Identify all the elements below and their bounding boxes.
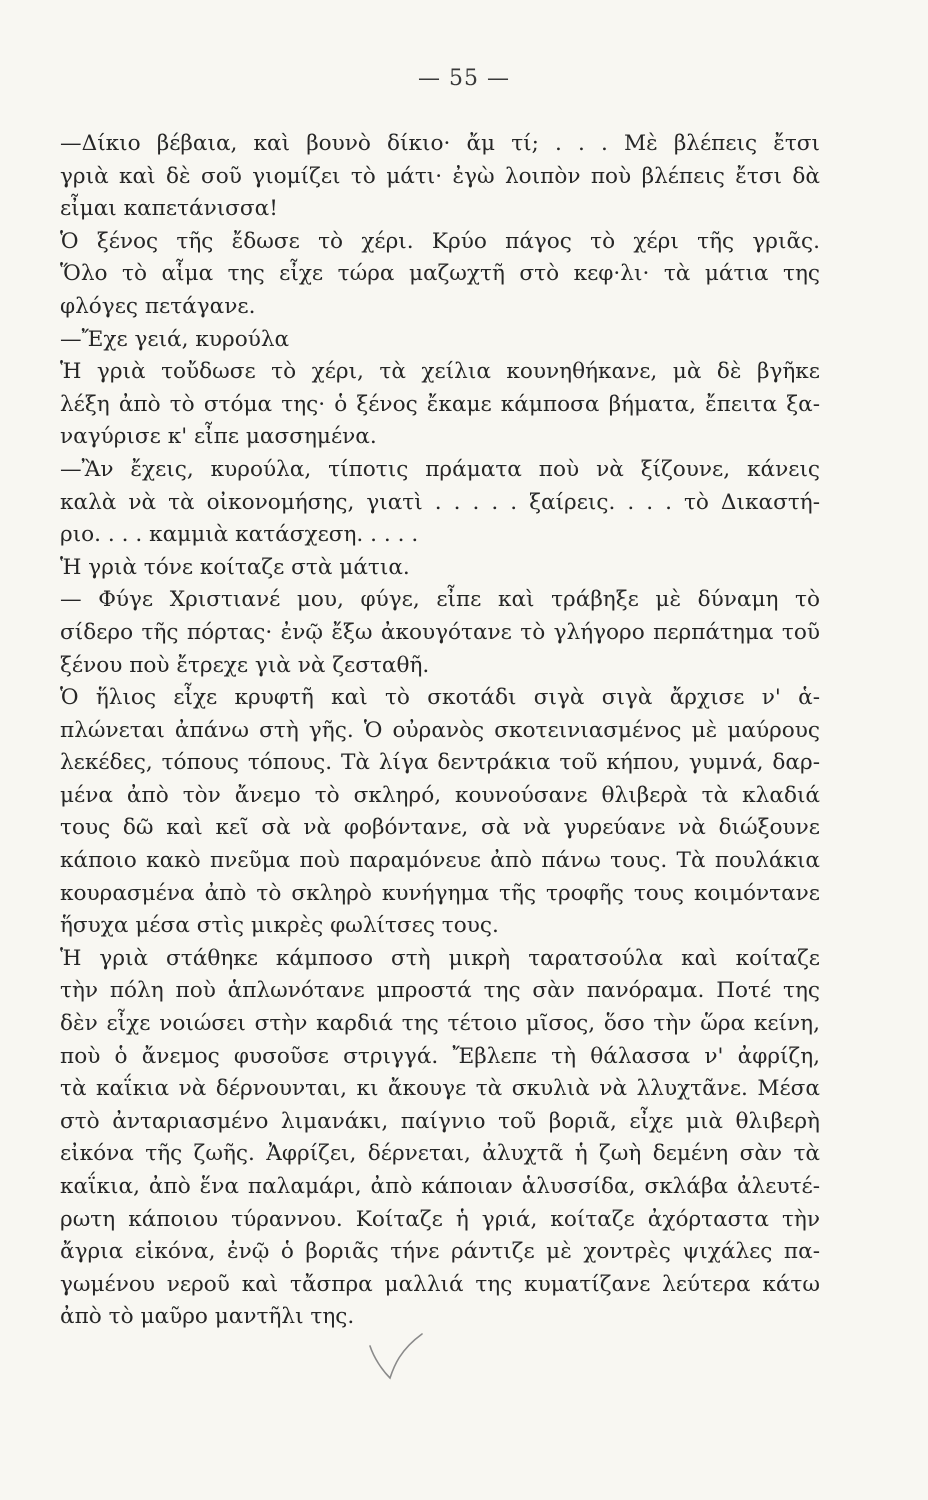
text-line: κουρασμένα ἀπὸ τὸ σκληρὸ κυνήγημα τῆς τροφῆς τους κοιμόντανε xyxy=(60,880,820,906)
pencil-checkmark-icon xyxy=(360,1328,430,1388)
text-line: ἥσυχα μέσα στὶς μικρὲς φωλίτσες τους. xyxy=(60,913,499,939)
text-line: εἶμαι καπετάνισσα! xyxy=(60,196,278,222)
text-line: εἰκόνα τῆς ζωῆς. Ἀφρίζει, δέρνεται, ἀλυχτᾶ ἡ ζωὴ δεμένη σὰν τὰ xyxy=(60,1141,820,1167)
text-line: φλόγες πετάγανε. xyxy=(60,293,256,319)
text-line: σίδερο τῆς πόρτας· ἐνῷ ἔξω ἀκουγότανε τὸ γλήγορο περπάτημα τοῦ xyxy=(60,619,820,645)
text-line: γωμένου νεροῦ καὶ τἄσπρα μαλλιά της κυματίζανε λεύτερα κάτω xyxy=(60,1271,820,1297)
text-line: καΐκια, ἀπὸ ἕνα παλαμάρι, ἀπὸ κάποιαν ἁλυσσίδα, σκλάβα ἀλευτέ- xyxy=(60,1174,820,1199)
text-line: Ὁ ἥλιος εἶχε κρυφτῆ καὶ τὸ σκοτάδι σιγὰ σιγὰ ἄρχισε ν' ἁ- xyxy=(60,685,820,711)
text-line: ἄγρια εἰκόνα, ἐνῷ ὁ βοριᾶς τήνε ράντιζε μὲ χοντρὲς ψιχάλες πα- xyxy=(60,1239,820,1265)
text-line: Ἡ γριὰ στάθηκε κάμποσο στὴ μικρὴ ταρατσούλα καὶ κοίταζε xyxy=(60,945,820,971)
text-line: —Ἂν ἔχεις, κυρούλα, τίποτις πράματα ποὺ νὰ ξίζουνε, κάνεις xyxy=(60,456,820,482)
text-line: —Ἔχε γειά, κυρούλα xyxy=(60,326,290,352)
text-line: στὸ ἀνταριασμένο λιμανάκι, παίγνιο τοῦ βοριᾶ, εἶχε μιὰ θλιβερὴ xyxy=(60,1108,820,1134)
text-line: πλώνεται ἀπάνω στὴ γῆς. Ὁ οὐρανὸς σκοτεινιασμένος μὲ μαύρους xyxy=(60,717,820,743)
text-line: —Δίκιο βέβαια, καὶ βουνὸ δίκιο· ἄμ τί; . . . Μὲ βλέπεις ἔτσι xyxy=(60,131,820,156)
text-line: ρωτη κάποιου τύραννου. Κοίταζε ἡ γριά, κοίταζε ἀχόρταστα τὴν xyxy=(60,1206,820,1232)
text-line: γριὰ καὶ δὲ σοῦ γιομίζει τὸ μάτι· ἐγὼ λοιπὸν ποὺ βλέπεις ἔτσι δὰ xyxy=(60,163,820,189)
text-line: καλὰ νὰ τὰ οἰκονομήσης, γιατὶ . . . . . ξαίρεις. . . . τὸ Δικαστή- xyxy=(60,489,820,515)
text-line: λεκέδες, τόπους τόπους. Τὰ λίγα δεντράκια τοῦ κήπου, γυμνά, δαρ- xyxy=(60,750,820,776)
text-line: τὴν πόλη ποὺ ἁπλωνότανε μπροστά της σὰν πανόραμα. Ποτέ της xyxy=(60,978,820,1004)
text-line: — Φύγε Χριστιανέ μου, φύγε, εἶπε καὶ τράβηξε μὲ δύναμη τὸ xyxy=(60,587,820,613)
text-line: ἀπὸ τὸ μαῦρο μαντῆλι της. xyxy=(60,1304,355,1330)
text-line: μένα ἀπὸ τὸν ἄνεμο τὸ σκληρό, κουνούσανε θλιβερὰ τὰ κλαδιά xyxy=(60,782,820,808)
text-line: Ὅλο τὸ αἷμα της εἶχε τώρα μαζωχτῆ στὸ κεφ·λι· τὰ μάτια της xyxy=(60,261,820,287)
text-line: Ἡ γριὰ τόνε κοίταζε στὰ μάτια. xyxy=(60,554,410,580)
text-line: Ὁ ξένος τῆς ἔδωσε τὸ χέρι. Κρύο πάγος τὸ χέρι τῆς γριᾶς. xyxy=(60,228,820,254)
text-body xyxy=(60,128,820,1334)
page-number: — 55 — xyxy=(418,66,510,91)
text-line: δὲν εἶχε νοιώσει στὴν καρδιά της τέτοιο μῖσος, ὅσο τὴν ὥρα κείνη, xyxy=(60,1011,820,1037)
text-line: ναγύρισε κ' εἶπε μασσημένα. xyxy=(60,424,377,450)
text-line: Ἡ γριὰ τοὔδωσε τὸ χέρι, τὰ χείλια κουνηθήκανε, μὰ δὲ βγῆκε xyxy=(60,359,820,385)
text-line: τὰ καΐκια νὰ δέρνουνται, κι ἄκουγε τὰ σκυλιὰ νὰ λλυχτᾶνε. Μέσα xyxy=(60,1076,820,1102)
text-line: τους δῶ καὶ κεῖ σὰ νὰ φοβόντανε, σὰ νὰ γυρεύανε νὰ διώξουνε xyxy=(60,815,820,841)
text-line: κάποιο κακὸ πνεῦμα ποὺ παραμόνευε ἀπὸ πάνω τους. Τὰ πουλάκια xyxy=(60,848,820,874)
text-line: λέξη ἀπὸ τὸ στόμα της· ὁ ξένος ἔκαμε κάμποσα βήματα, ἔπειτα ξα- xyxy=(60,391,820,417)
text-line: ποὺ ὁ ἄνεμος φυσοῦσε στριγγά. Ἔβλεπε τὴ θάλασσα ν' ἀφρίζη, xyxy=(60,1043,820,1069)
text-line: ξένου ποὺ ἔτρεχε γιὰ νὰ ζεσταθῆ. xyxy=(60,652,430,678)
text-line: ριο. . . . καμμιὰ κατάσχεση. . . . . xyxy=(60,522,419,548)
